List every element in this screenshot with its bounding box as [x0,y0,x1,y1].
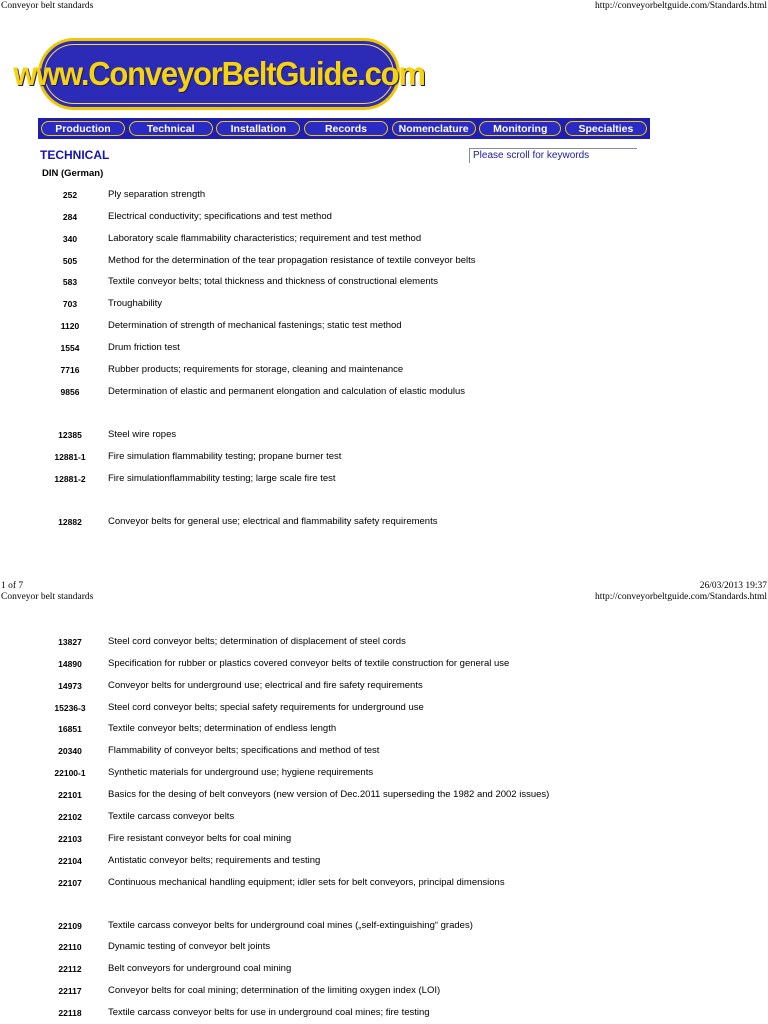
standard-description: Textile conveyor belts; determination of endless length [108,723,337,734]
standard-code: 15236-3 [54,703,86,713]
header-url: http://conveyorbeltguide.com/Standards.html [594,1,767,11]
standard-code: 22107 [58,878,82,888]
standard-row [0,743,768,759]
standard-description: Drum friction test [108,342,180,353]
standard-row [0,918,768,934]
standard-row [0,471,768,487]
header-title: Conveyor belt standards [1,1,94,11]
standard-row [0,678,768,694]
standard-row [0,700,768,716]
standard-row [0,187,768,203]
standard-code: 12882 [58,517,82,527]
standard-description: Determination of strength of mechanical fastenings; static test method [108,320,402,331]
standard-description: Textile carcass conveyor belts for use in underground coal mines; fire testing [108,1007,430,1018]
standard-description: Steel wire ropes [108,429,177,440]
standard-row [0,875,768,891]
standard-description: Fire simulationflammability testing; large scale fire test [108,473,336,484]
standard-description: Synthetic materials for underground use; hygiene requirements [108,767,374,778]
standard-description: Steel cord conveyor belts; determination of displacement of steel cords [108,636,406,647]
nav-technical[interactable]: Technical [129,121,213,136]
standard-description: Continuous mechanical handling equipment; idler sets for belt conveyors, principal dimensions [108,877,505,888]
standard-code: 284 [62,212,78,222]
standard-code: 14973 [58,681,82,691]
page-header [0,0,768,12]
standard-description: Fire simulation flammability testing; propane burner test [108,451,342,462]
standard-description: Conveyor belts for underground use; electrical and fire safety requirements [108,680,423,691]
standard-row [0,765,768,781]
standard-description: Textile conveyor belts; total thickness and thickness of constructional elements [108,276,439,287]
standard-description: Conveyor belts for coal mining; determination of the limiting oxygen index (LOI) [108,985,441,996]
standard-code: 20340 [58,746,82,756]
standard-code: 13827 [58,637,82,647]
standard-row [0,514,768,530]
standard-description: Textile carcass conveyor belts for underground coal mines („self-extinguishing“ grades) [108,920,473,931]
nav-records[interactable]: Records [304,121,388,136]
standard-description: Method for the determination of the tear propagation resistance of textile conveyor belts [108,255,476,266]
standard-code: 12385 [58,430,82,440]
standard-code: 12881-2 [54,474,86,484]
standard-code: 22101 [58,790,82,800]
standard-code: 22109 [58,921,82,931]
nav-nomenclature[interactable]: Nomenclature [392,121,476,136]
standard-description: Belt conveyors for underground coal mining [108,963,292,974]
standard-row [0,853,768,869]
standard-description: Rubber products; requirements for storage, cleaning and maintenance [108,364,404,375]
standard-row [0,274,768,290]
standard-row [0,362,768,378]
standard-description: Fire resistant conveyor belts for coal mining [108,833,292,844]
din-heading: DIN (German) [42,168,104,179]
standard-description: Textile carcass conveyor belts [108,811,235,822]
standard-description: Laboratory scale flammability characteristics; requirement and test method [108,233,422,244]
standard-code: 1554 [60,343,80,353]
standard-row [0,231,768,247]
standard-row [0,634,768,650]
standard-description: Basics for the desing of belt conveyors (new version of Dec.2011 superseding the 1982 and 2002 issues) [108,789,550,800]
standard-row [0,656,768,672]
standard-description: Ply separation strength [108,189,206,200]
standard-row [0,318,768,334]
standard-description: Specification for rubber or plastics covered conveyor belts of textile construction for general use [108,658,510,669]
standard-code: 14890 [58,659,82,669]
standard-code: 22104 [58,856,82,866]
standard-description: Electrical conductivity; specifications and test method [108,211,332,222]
site-logo[interactable] [13,38,425,110]
standard-code: 340 [62,234,78,244]
standard-row [0,831,768,847]
standard-description: Conveyor belts for general use; electrical and flammability safety requirements [108,516,438,527]
standard-row [0,384,768,400]
nav-monitoring[interactable]: Monitoring [479,121,561,136]
standard-row [0,1005,768,1021]
standard-row [0,939,768,955]
standard-code: 16851 [58,724,82,734]
standard-row [0,253,768,269]
standard-row [0,296,768,312]
nav-bar [38,118,650,139]
standard-code: 22103 [58,834,82,844]
page2-header [0,591,768,603]
logo-inner [13,44,425,104]
standard-code: 22118 [58,1008,82,1018]
standard-description: Dynamic testing of conveyor belt joints [108,941,271,952]
standard-description: Troughability [108,298,163,309]
standard-row [0,449,768,465]
standard-code: 22100-1 [54,768,86,778]
nav-specialties[interactable]: Specialties [565,121,647,136]
header-title: Conveyor belt standards [1,592,94,602]
standard-code: 9856 [60,387,80,397]
standard-code: 22117 [58,986,82,996]
standard-row [0,983,768,999]
standard-row [0,427,768,443]
standard-row [0,961,768,977]
standard-code: 7716 [60,365,80,375]
standard-row [0,209,768,225]
standard-description: Flammability of conveyor belts; specifications and method of test [108,745,380,756]
standard-code: 583 [62,277,78,287]
standard-row [0,721,768,737]
print-timestamp: 26/03/2013 19:37 [699,581,767,591]
nav-installation[interactable]: Installation [216,121,300,136]
standard-code: 22110 [58,942,82,952]
standard-code: 12881-1 [54,452,86,462]
logo-text: www.ConveyorBeltGuide.com [13,54,425,93]
standard-code: 22102 [58,812,82,822]
standard-row [0,340,768,356]
standard-row [0,787,768,803]
nav-production[interactable]: Production [41,121,125,136]
standard-code: 252 [62,190,78,200]
standard-description: Antistatic conveyor belts; requirements and testing [108,855,321,866]
page-number: 1 of 7 [1,581,24,591]
section-title: TECHNICAL [40,148,110,162]
standard-description: Determination of elastic and permanent elongation and calculation of elastic modulus [108,386,465,397]
keyword-search-box[interactable]: Please scroll for keywords [469,148,637,163]
standard-row [0,809,768,825]
standard-code: 505 [62,256,78,266]
header-url: http://conveyorbeltguide.com/Standards.html [594,592,767,602]
standard-description: Steel cord conveyor belts; special safety requirements for underground use [108,702,424,713]
standard-code: 1120 [60,321,80,331]
standard-code: 22112 [58,964,82,974]
standard-code: 703 [62,299,78,309]
